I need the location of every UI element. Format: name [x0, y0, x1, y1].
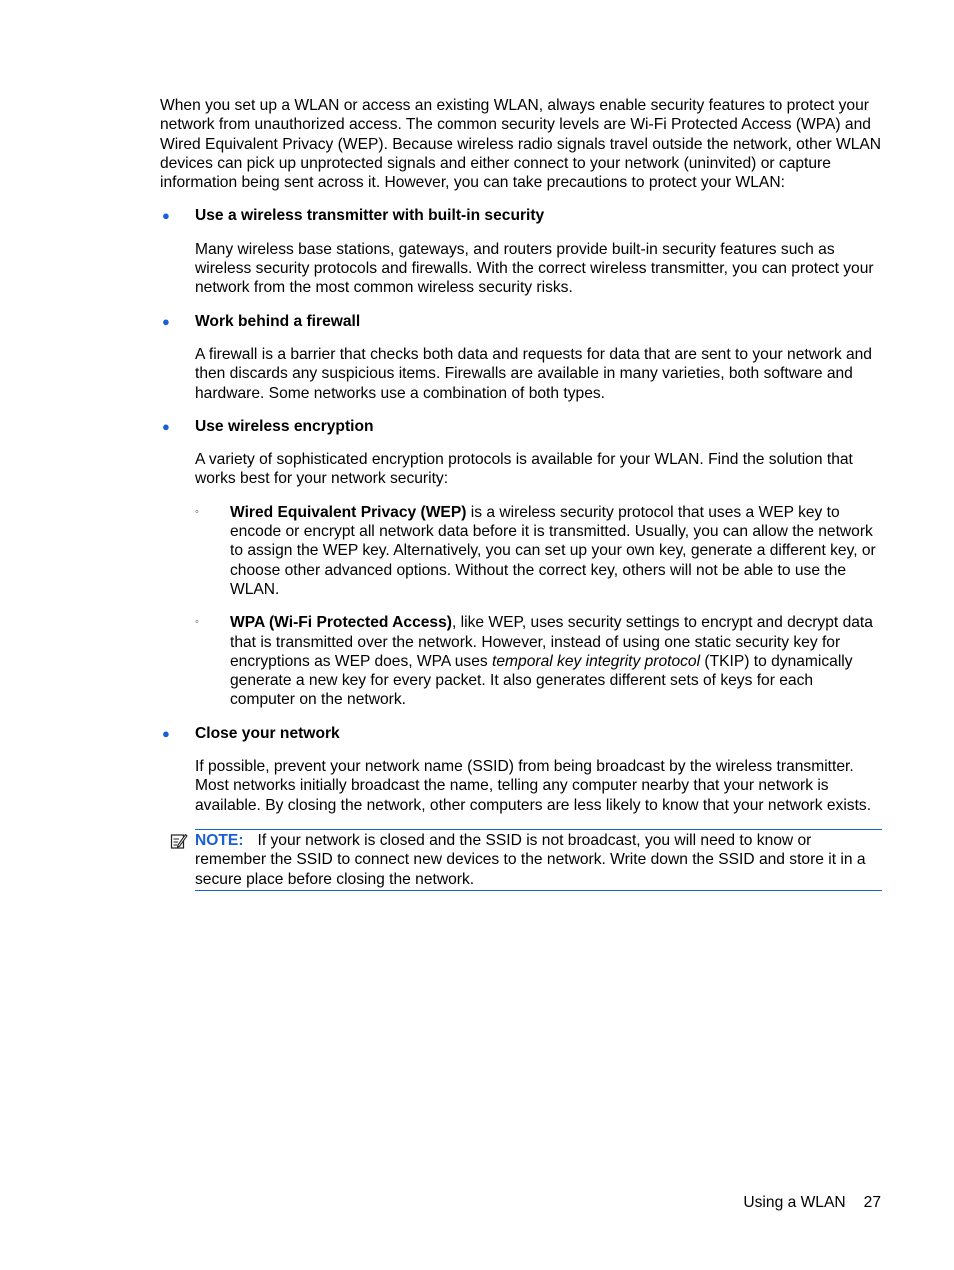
bullet-item-close-network	[160, 724, 882, 815]
bullet-item-transmitter	[160, 206, 882, 297]
note-text	[195, 831, 882, 889]
bullet-item-encryption	[160, 417, 882, 710]
sub-item-wpa	[195, 613, 882, 709]
sub-item-text	[230, 613, 882, 709]
bullet-title: Work behind a firewall	[195, 312, 361, 330]
bullet-body: A variety of sophisticated encryption protocols is available for your WLAN. Find the solution that works best for your network security:	[195, 451, 853, 488]
sub-item-description-end: (TKIP) to dynamically generate a new key for every packet. It also generates different sets of keys for each computer on the network.	[230, 652, 853, 709]
sub-item-text	[230, 503, 882, 599]
page-number: 27	[863, 1194, 881, 1211]
bullet-icon: ●	[162, 725, 170, 741]
intro-paragraph: When you set up a WLAN or access an existing WLAN, always enable security features to protect your network from unauthorized access. The common security levels are Wi-Fi Protected Access (WPA) and Wired Equivalent Privacy (WEP). Because wireless radio signals travel outside the network, other WLAN devices can pick up unprotected signals and either connect to your network (uninvited) or capture information being sent across it. However, you can take precautions to protect your WLAN:	[160, 97, 882, 192]
bullet-icon: ●	[162, 208, 170, 224]
bullet-title: Close your network	[195, 724, 340, 742]
bullet-icon: ●	[162, 313, 170, 329]
bullet-body: Many wireless base stations, gateways, and routers provide built-in security features such as wireless security protocols and firewalls. With the correct wireless transmitter, you can protect your network from the most common wireless security risks.	[195, 240, 874, 297]
bullet-item-firewall	[160, 312, 882, 403]
bullet-body: If possible, prevent your network name (SSID) from being broadcast by the wireless transmitter. Most networks initially broadcast the name, telling any computer nearby that your network is available. By closing the network, other computers are less likely to know that your network exists.	[195, 758, 872, 814]
bullet-title: Use wireless encryption	[195, 417, 374, 435]
sub-bullet-icon: ◦	[195, 505, 199, 518]
page-content	[160, 96, 882, 891]
note-body: If your network is closed and the SSID is not broadcast, you will need to know or remember the SSID to connect new devices to the network. Write down the SSID and store it in a secure place before closing the network.	[195, 831, 866, 888]
bullet-body: A firewall is a barrier that checks both data and requests for data that are sent to your network and then discards any suspicious items. Firewalls are available in many varieties, both software and hardware. Some networks use a combination of both types.	[195, 345, 872, 402]
sub-bullet-icon: ◦	[195, 616, 199, 629]
sub-item-term: Wired Equivalent Privacy (WEP)	[230, 503, 467, 521]
note-pencil-icon	[170, 832, 188, 850]
sub-item-emphasis: temporal key integrity protocol	[492, 652, 701, 670]
note-label: NOTE:	[195, 831, 244, 849]
sub-item-wep	[195, 503, 882, 599]
page-footer	[725, 1193, 881, 1212]
bullet-icon: ●	[162, 418, 170, 434]
sub-item-description: , like WEP, uses security settings to encrypt and decrypt data that is transmitted over the network. However, instead of using one static security key for encryptions as WEP does, WPA uses	[230, 614, 873, 670]
sub-item-description: is a wireless security protocol that uses a WEP key to encode or encrypt all network data before it is transmitted. Usually, you can allow the network to assign the WEP key. Alternatively, you can set up your own key, generate a different key, or choose other advanced options. Without the correct key, others will not be able to use the WLAN.	[230, 503, 876, 598]
sub-item-term: WPA (Wi-Fi Protected Access)	[230, 614, 452, 632]
bullet-title: Use a wireless transmitter with built-in security	[195, 207, 545, 225]
note-box	[195, 829, 882, 891]
footer-section-title: Using a WLAN	[743, 1194, 846, 1211]
